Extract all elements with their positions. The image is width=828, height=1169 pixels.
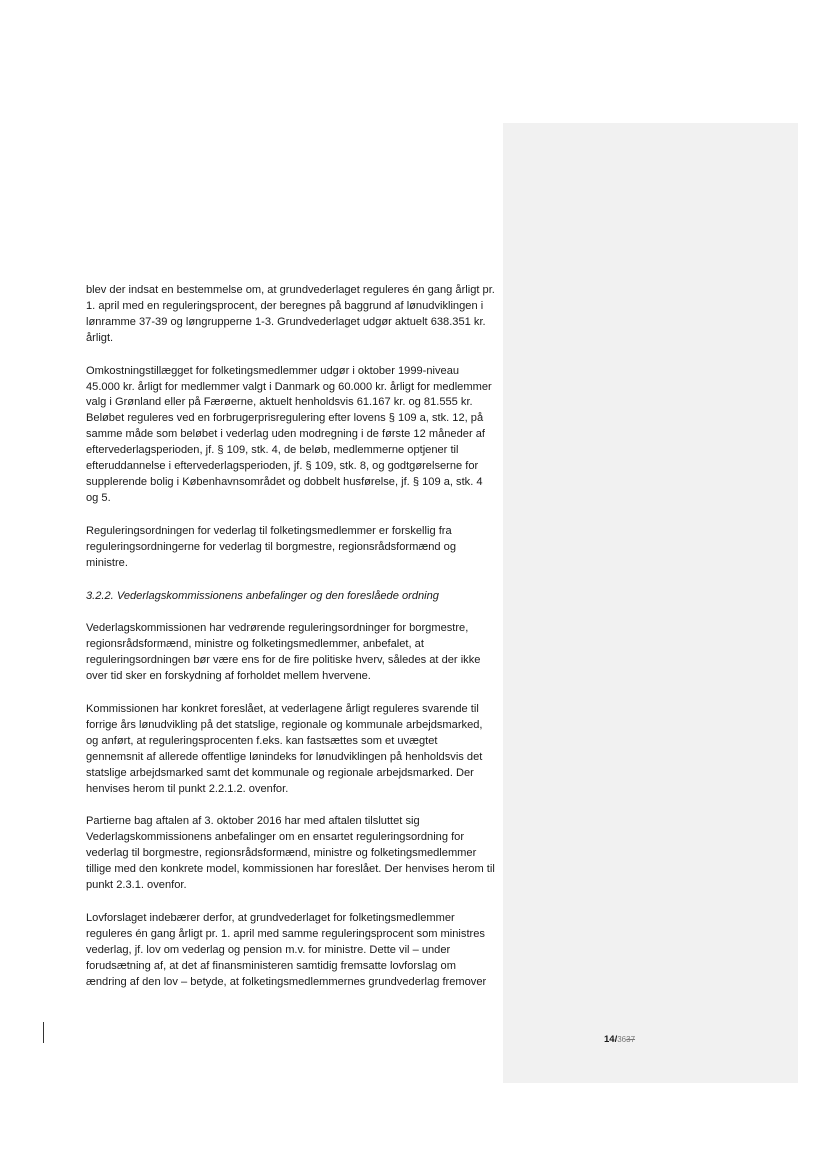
section-heading: 3.2.2. Vederlagskommissionens anbefalinger og den foreslåede ordning	[86, 589, 439, 602]
paragraph: Kommissionen har konkret foreslået, at vederlagene årligt reguleres svarende til forrige års lønudvikling på det statslige, regionale og kommunale arbejdsmarked, og anført, at reguleringsprocenten f.eks. kan fastsættes som et uvægtet gennemsnit af allerede offentlige lønindeks for lønudviklingen på henholdsvis det statslige arbejdsmarked samt det kommunale og regionale arbejdsmarked. Der henvises herom til punkt 2.2.1.2. ovenfor.	[86, 703, 483, 795]
page-number-total: 3637	[617, 1035, 636, 1044]
page-number	[604, 1034, 635, 1045]
document-body	[86, 283, 496, 1008]
paragraph: blev der indsat en bestemmelse om, at grundvederlaget reguleres én gang årligt pr. 1. april med en reguleringsprocent, der beregnes på baggrund af lønudviklingen i lønramme 37-39 og løngrupperne 1-3. Grundvederlaget udgør aktuelt 638.351 kr. årligt.	[86, 284, 495, 344]
comment-margin-panel	[503, 123, 798, 1083]
paragraph: Omkostningstillægget for folketingsmedlemmer udgør i oktober 1999-niveau 45.000 kr. årligt for medlemmer valgt i Danmark og 60.000 kr. årligt for medlemmer valg i Grønland eller på Færøerne, aktuelt henholdsvis 61.167 kr. og 81.555 kr. Beløbet reguleres ved en forbrugerprisregulering efter lovens § 109 a, stk. 12, på samme måde som beløbet i vederlag uden modregning i de første 12 måneder af eftervederlagsperioden, jf. § 109, stk. 4, de beløb, medlemmerne optjener til efteruddannelse i eftervederlagsperioden, jf. § 109, stk. 8, og godtgørelserne for supplerende bolig i Københavnsområdet og dobbelt husførelse, jf. § 109 a, stk. 4 og 5.	[86, 364, 492, 504]
paragraph: Partierne bag aftalen af 3. oktober 2016 har med aftalen tilsluttet sig Vederlagskommissionens anbefalinger om en ensartet reguleringsordning for vederlag til borgmestre, regionsrådsformænd, ministre og folketingsmedlemmer tillige med den konkrete model, kommissionen har foreslået. Der henvises herom til punkt 2.3.1. ovenfor.	[86, 815, 495, 892]
paragraph: Vederlagskommissionen har vedrørende reguleringsordninger for borgmestre, regionsrådsformænd, ministre og folketingsmedlemmer, anbefalet, at reguleringsordningen bør være ens for de fire politiske hverv, således at der ikke over tid sker en forskydning af forholdet mellem hvervene.	[86, 622, 481, 683]
paragraph: Lovforslaget indebærer derfor, at grundvederlaget for folketingsmedlemmer reguleres én gang årligt pr. 1. april med samme reguleringsprocent som ministres vederlag, jf. lov om vederlag og pension m.v. for ministre. Dette vil – under forudsætning af, at det af finansministeren samtidig fremsatte lovforslag om ændring af den lov – betyde, at folketingsmedlemmernes grundvederlag fremover	[86, 912, 487, 988]
paragraph: Reguleringsordningen for vederlag til folketingsmedlemmer er forskellig fra reguleringsordningerne for vederlag til borgmestre, regionsrådsformænd og ministre.	[86, 524, 456, 569]
page-number-current: 14/	[604, 1034, 618, 1045]
revision-change-bar	[43, 1022, 44, 1043]
